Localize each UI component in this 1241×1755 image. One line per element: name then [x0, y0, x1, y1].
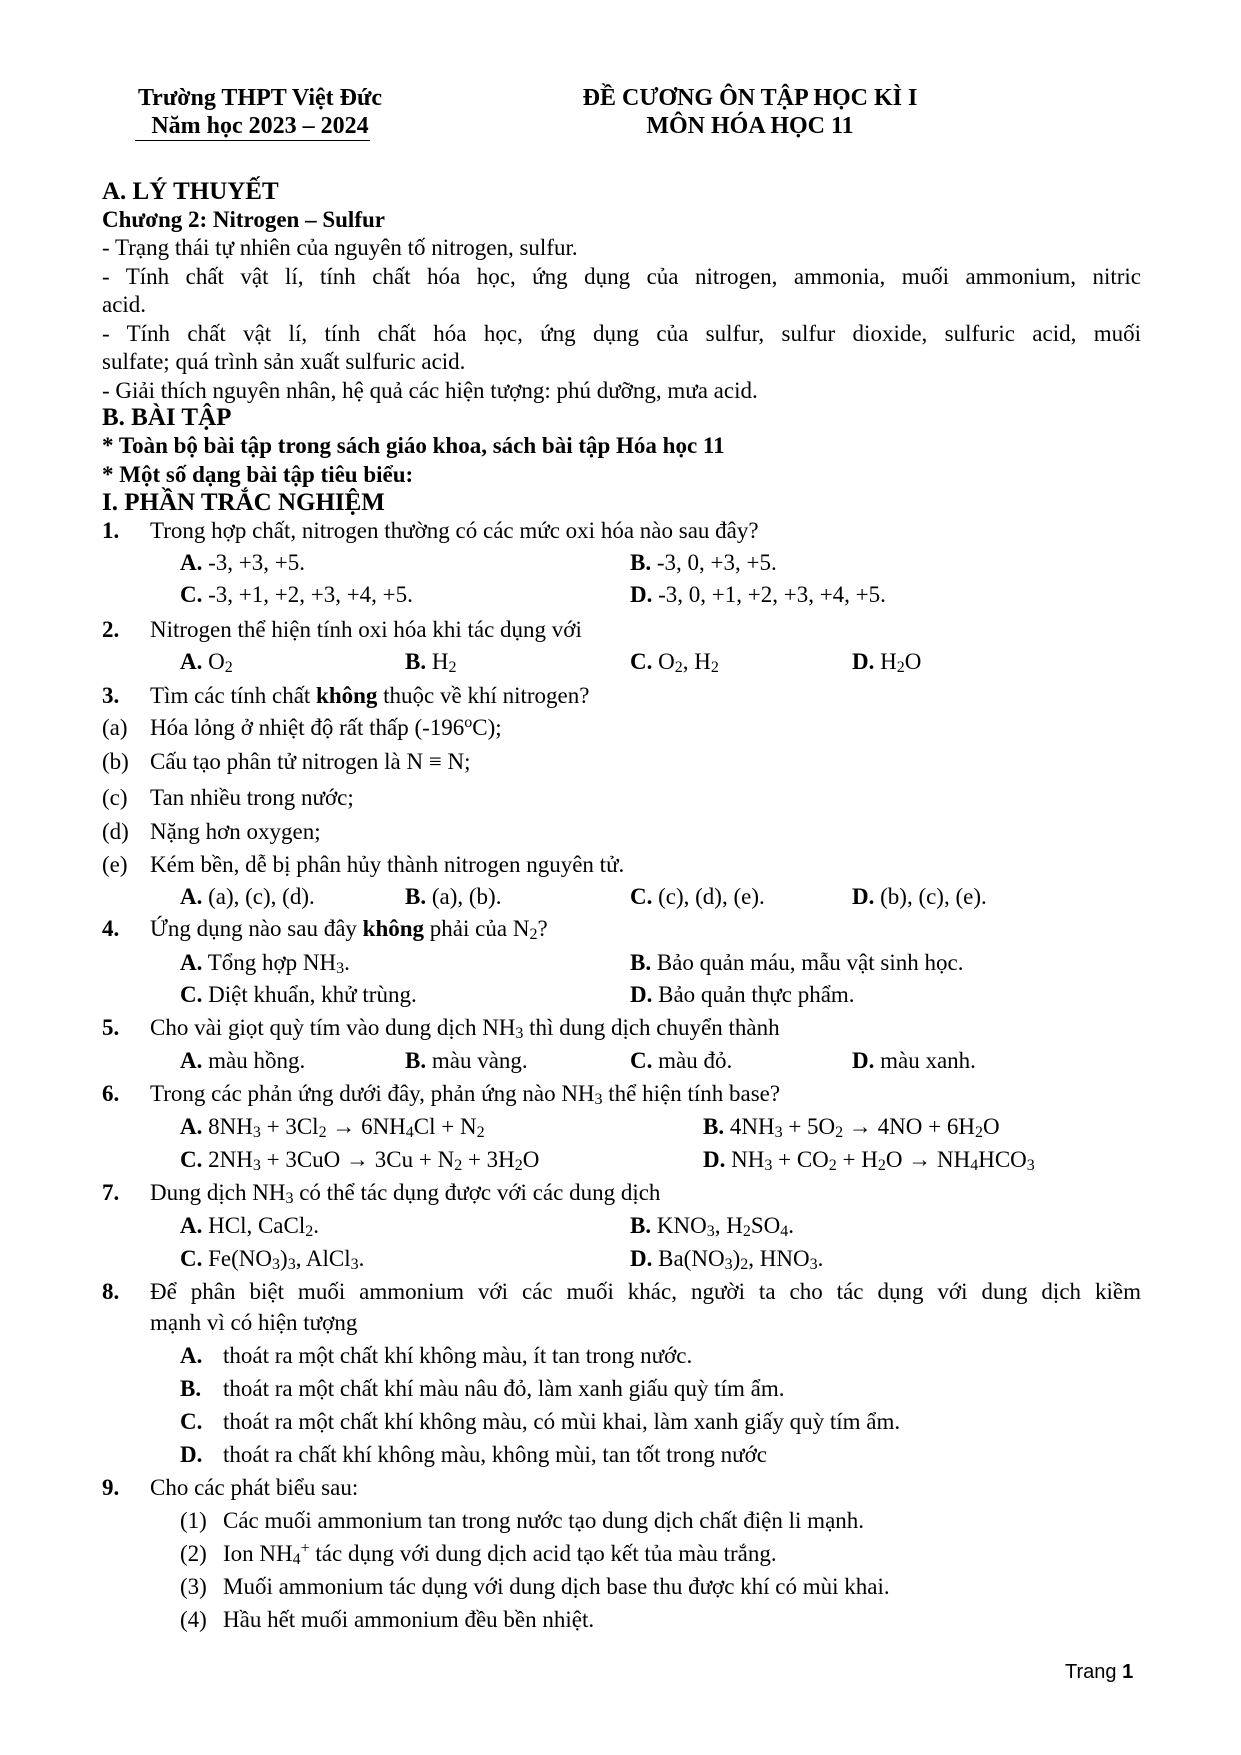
theory-line: - Tính chất vật lí, tính chất hóa học, ứng dụng của nitrogen, ammonia, muối ammonium, nitric — [102, 264, 1141, 289]
answer-option: B. $4NH_3 + 5O_2 \to 4NO + 6H_2O$ — [703, 1114, 1000, 1141]
item-label: (b) — [102, 749, 129, 774]
question-number: 4. — [102, 916, 120, 941]
exercises-note: * Toàn bộ bài tập trong sách giáo khoa, sách bài tập Hóa học 11 — [102, 433, 725, 458]
statement-label: (3) — [180, 1574, 207, 1599]
theory-line: - Tính chất vật lí, tính chất hóa học, ứng dụng của sulfur, sulfur dioxide, sulfuric acid, muối — [102, 321, 1141, 346]
answer-option: D. $Ba(NO_3)_2$, $HNO_3$. — [630, 1246, 824, 1273]
answer-option: B. (a), (b). — [405, 884, 502, 909]
theory-heading: A. LÝ THUYẾT — [102, 178, 279, 205]
item-text: Kém bền, dễ bị phân hủy thành nitrogen nguyên tử. — [150, 852, 625, 877]
answer-option: thoát ra một chất khí màu nâu đỏ, làm xanh giấu quỳ tím ẩm. — [223, 1376, 785, 1401]
theory-line: acid. — [102, 292, 147, 317]
answer-option: C. $Fe(NO_3)_3$, AlCl$_3$. — [180, 1246, 365, 1273]
item-label: (a) — [102, 715, 128, 740]
answer-option: B. $H_2$ — [405, 649, 457, 676]
item-text: Cấu tạo phân tử nitrogen là N ≡ N; — [150, 749, 471, 774]
option-label: C. — [180, 1409, 203, 1434]
option-label: B. — [180, 1376, 202, 1401]
answer-option: C. $O_2$, $H_2$ — [630, 649, 719, 676]
question-text: Cho vài giọt quỳ tím vào dung dịch $NH_3$ thì dung dịch chuyển thành — [150, 1015, 780, 1042]
theory-line: - Giải thích nguyên nhân, hệ quả các hiện tượng: phú dưỡng, mưa acid. — [102, 378, 758, 403]
answer-option: A. $O_2$ — [180, 649, 233, 676]
answer-option: B. $KNO_3$, $H_2SO_4$. — [630, 1213, 794, 1240]
question-text: Tìm các tính chất không thuộc về khí nitrogen? — [150, 683, 590, 708]
question-number: 6. — [102, 1081, 120, 1106]
item-text: Nặng hơn oxygen; — [150, 819, 321, 844]
answer-option: D. -3, 0, +1, +2, +3, +4, +5. — [630, 582, 886, 607]
question-number: 7. — [102, 1180, 120, 1205]
statement-label: (1) — [180, 1508, 207, 1533]
exercises-heading: B. BÀI TẬP — [102, 404, 232, 431]
answer-option: thoát ra chất khí không màu, không mùi, tan tốt trong nước — [223, 1442, 767, 1467]
answer-option: C. -3, +1, +2, +3, +4, +5. — [180, 582, 413, 607]
option-label: D. — [180, 1442, 203, 1467]
statement-text: Các muối ammonium tan trong nước tạo dung dịch chất điện li mạnh. — [223, 1508, 865, 1533]
question-text: Ứng dụng nào sau đây không phải của $N_2$? — [150, 916, 548, 943]
theory-line: - Trạng thái tự nhiên của nguyên tố nitrogen, sulfur. — [102, 235, 578, 260]
answer-option: B. màu vàng. — [405, 1048, 528, 1073]
answer-option: C. $2NH_3 + 3CuO \to 3Cu + N_2 + 3H_2O$ — [180, 1147, 540, 1174]
question-number: 9. — [102, 1475, 120, 1500]
answer-option: A. $8NH_3 + 3Cl_2 \to 6NH_4Cl + N_2$ — [180, 1114, 485, 1141]
answer-option: A. (a), (c), (d). — [180, 884, 315, 909]
statement-text: Ion $NH_4^+$ tác dụng với dung dịch acid tạo kết tủa màu trắng. — [223, 1540, 777, 1568]
option-label: A. — [180, 1343, 203, 1368]
question-text: Để phân biệt muối ammonium với các muối khác, người ta cho tác dụng với dung dịch kiềm — [150, 1279, 1141, 1304]
answer-option: D. màu xanh. — [852, 1048, 976, 1073]
document-subject: MÔN HÓA HỌC 11 — [646, 113, 854, 139]
answer-option: A. Tổng hợp $NH_3$. — [180, 950, 350, 977]
statement-label: (4) — [180, 1607, 207, 1632]
answer-option: D. Bảo quản thực phẩm. — [630, 982, 855, 1007]
answer-option: B. -3, 0, +3, +5. — [630, 550, 777, 575]
answer-option: A. HCl, CaCl$_2$. — [180, 1213, 319, 1240]
answer-option: thoát ra một chất khí không màu, có mùi khai, làm xanh giấy quỳ tím ẩm. — [223, 1409, 901, 1434]
question-text: Nitrogen thể hiện tính oxi hóa khi tác dụng với — [150, 617, 582, 642]
answer-option: A. màu hồng. — [180, 1048, 306, 1073]
question-text: Cho các phát biểu sau: — [150, 1475, 359, 1500]
exercises-note: * Một số dạng bài tập tiêu biểu: — [102, 462, 414, 487]
item-label: (d) — [102, 819, 129, 844]
answer-option: C. (c), (d), (e). — [630, 884, 765, 909]
statement-text: Hầu hết muối ammonium đều bền nhiệt. — [223, 1607, 595, 1632]
school-name: Trường THPT Việt Đức — [137, 85, 383, 111]
answer-option: D. $NH_3 + CO_2 + H_2O \to NH_4HCO_3$ — [703, 1147, 1035, 1174]
answer-option: B. Bảo quản máu, mẫu vật sinh học. — [630, 950, 964, 975]
answer-option: C. màu đỏ. — [630, 1048, 733, 1073]
question-text: mạnh vì có hiện tượng — [150, 1310, 358, 1335]
item-text: Hóa lỏng ở nhiệt độ rất thấp (-196$^o$C); — [150, 714, 502, 740]
item-label: (e) — [102, 852, 128, 877]
statement-label: (2) — [180, 1541, 207, 1566]
question-number: 2. — [102, 617, 120, 642]
statement-text: Muối ammonium tác dụng với dung dịch base thu được khí có mùi khai. — [223, 1574, 890, 1599]
answer-option: C. Diệt khuẩn, khử trùng. — [180, 982, 417, 1007]
item-label: (c) — [102, 785, 128, 810]
question-text: Trong hợp chất, nitrogen thường có các mức oxi hóa nào sau đây? — [150, 518, 759, 543]
school-year: Năm học 2023 – 2024 — [151, 113, 369, 139]
school-year-underline — [135, 140, 370, 141]
document-title: ĐỀ CƯƠNG ÔN TẬP HỌC KÌ I — [582, 85, 918, 111]
question-number: 1. — [102, 518, 120, 543]
question-number: 5. — [102, 1015, 120, 1040]
answer-option: A. -3, +3, +5. — [180, 550, 305, 575]
item-text: Tan nhiều trong nước; — [150, 785, 354, 810]
answer-option: thoát ra một chất khí không màu, ít tan trong nước. — [223, 1343, 693, 1368]
question-number: 8. — [102, 1279, 120, 1304]
question-number: 3. — [102, 683, 120, 708]
page-number: Trang 1 — [1065, 1661, 1134, 1683]
theory-line: sulfate; quá trình sản xuất sulfuric acid. — [102, 349, 466, 374]
question-text: Dung dịch $NH_3$ có thể tác dụng được với các dung dịch — [150, 1180, 661, 1207]
answer-option: D. $H_2O$ — [852, 649, 922, 676]
answer-option: D. (b), (c), (e). — [852, 884, 987, 909]
question-text: Trong các phản ứng dưới đây, phản ứng nào $NH_3$ thể hiện tính base? — [150, 1081, 781, 1108]
multiple-choice-heading: I. PHẦN TRẮC NGHIỆM — [102, 489, 385, 516]
chapter-title: Chương 2: Nitrogen – Sulfur — [102, 207, 385, 232]
